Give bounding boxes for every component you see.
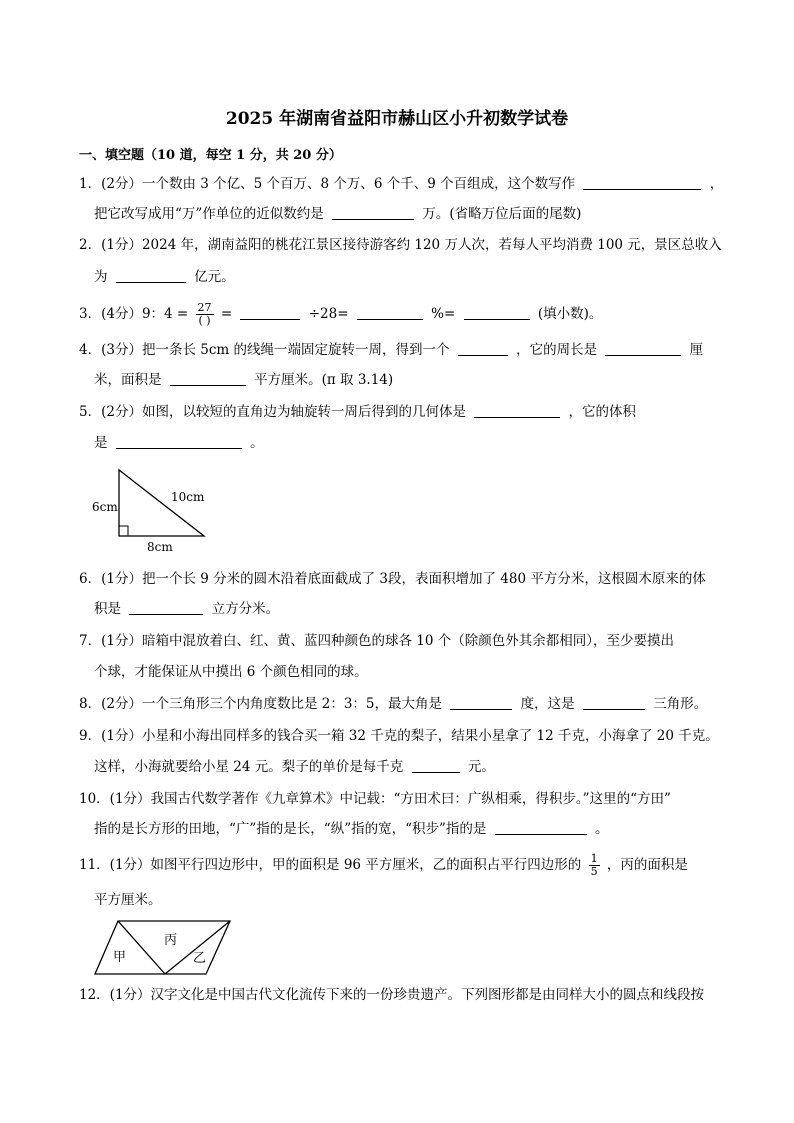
question-7-line-2 <box>94 662 368 682</box>
question-4-line-1 <box>79 340 703 360</box>
q6-text-b: 积是 <box>94 601 121 617</box>
q5-text-b: ，它的体积 <box>568 404 637 420</box>
question-11-line-2 <box>94 890 162 910</box>
question-7-line-1 <box>79 631 674 651</box>
q4-answer-blank-3[interactable] <box>170 371 246 386</box>
q5-label-6cm: 6cm <box>92 500 118 514</box>
q5-text-a: 5．(2分）如图，以较短的直角边为轴旋转一周后得到的几何体是 <box>79 404 466 420</box>
q7-text-b: 个球，才能保证从中摸出 6 个颜色相同的球。 <box>94 664 368 680</box>
section-heading: 一、填空题（10 道，每空 1 分，共 20 分） <box>79 148 342 163</box>
q5-text-c: 是 <box>94 435 108 451</box>
q3-text-d: %= <box>431 306 456 322</box>
q8-answer-blank-2[interactable] <box>583 695 645 710</box>
q5-answer-blank-1[interactable] <box>474 403 560 418</box>
region-bing-label: 丙 <box>164 933 178 948</box>
q11-parallelogram-figure <box>93 916 233 978</box>
q3-fraction <box>196 302 214 327</box>
parallelogram-divider-left <box>118 921 165 974</box>
q1-text-a: 1．(2分）一个数由 3 个亿、5 个百万、8 个万、6 个千、9 个百组成，这个数写作 <box>79 176 576 192</box>
q11-text-c: 平方厘米。 <box>94 892 162 908</box>
question-4-line-2 <box>94 370 393 390</box>
q2-text-a: 2．(1分）2024 年，湖南益阳的桃花江景区接待游客约 120 万人次，若每人平均消费 100 元，景区总收入 <box>79 237 722 253</box>
region-yi-label: 乙 <box>193 951 207 966</box>
q3-fraction-numerator: 27 <box>197 301 212 314</box>
q6-text-c: 立方分米。 <box>211 601 280 617</box>
question-2-line-2 <box>94 267 235 287</box>
question-10-line-2 <box>94 819 609 839</box>
q3-text-e: (填小数)。 <box>537 306 603 322</box>
question-9-line-2 <box>94 757 495 777</box>
q4-answer-blank-2[interactable] <box>605 341 681 356</box>
question-10-line-1 <box>79 789 671 809</box>
q3-text-c: ÷28= <box>308 306 349 322</box>
q4-answer-blank-1[interactable] <box>458 341 508 356</box>
q11-text-b: ，丙的面积是 <box>606 857 688 873</box>
q4-text-c: 厘 <box>689 342 704 358</box>
q6-answer-blank[interactable] <box>129 600 203 615</box>
question-6-line-1 <box>79 569 706 589</box>
question-11-line-1 <box>79 853 688 878</box>
q7-text-a: 7．(1分）暗箱中混放着白、红、黄、蓝四种颜色的球各 10 个（除颜色外其余都相同），至少要摸出 <box>79 633 674 649</box>
q4-text-e: 平方厘米。(π 取 3.14) <box>254 372 394 388</box>
parallelogram-shape <box>95 921 230 974</box>
q1-text-c: 把它改写成用“万”作单位的近似数约是 <box>94 206 324 222</box>
q9-text-a: 9．(1分）小星和小海出同样多的钱合买一箱 32 千克的梨子，结果小星拿了 12 千克，小海拿了 20 千克。 <box>79 728 719 744</box>
question-5-line-2 <box>94 433 264 453</box>
q1-answer-blank-1[interactable] <box>583 175 701 190</box>
q5-label-8cm: 8cm <box>147 540 173 554</box>
question-3 <box>79 302 602 327</box>
question-12-line-1 <box>79 985 704 1005</box>
q6-text-a: 6．(1分）把一个长 9 分米的圆木沿着底面截成了 3段，表面积增加了 480 平方分米，这根圆木原来的体 <box>79 571 706 587</box>
q3-answer-blank-3[interactable] <box>464 305 530 320</box>
question-1-line-2 <box>94 204 581 224</box>
q5-text-d: 。 <box>250 435 264 451</box>
q8-text-b: 度，这是 <box>520 696 575 712</box>
q2-answer-blank[interactable] <box>116 268 186 283</box>
q8-text-c: 三角形。 <box>653 696 708 712</box>
q1-answer-blank-2[interactable] <box>332 205 414 220</box>
question-9-line-1 <box>79 726 719 746</box>
q8-answer-blank-1[interactable] <box>450 695 512 710</box>
question-1-line-1 <box>79 174 723 194</box>
q11-fraction <box>589 853 600 878</box>
q10-text-b: 指的是长方形的田地，“广”指的是长，“纵”指的宽，“积步”指的是 <box>94 821 487 837</box>
question-6-line-2 <box>94 599 279 619</box>
question-2-line-1 <box>79 235 722 255</box>
q3-text-a: 3．(4分）9：4 = <box>79 306 189 322</box>
q3-fraction-denominator[interactable]: ( ) <box>198 314 211 327</box>
q4-text-a: 4．(3分）把一条长 5cm 的线绳一端固定旋转一周，得到一个 <box>79 342 450 358</box>
q9-text-c: 元。 <box>467 759 495 775</box>
q8-text-a: 8．(2分）一个三角形三个内角度数比是 2：3：5，最大角是 <box>79 696 443 712</box>
q9-text-b: 这样，小海就要给小星 24 元。梨子的单价是每千克 <box>94 759 404 775</box>
q2-text-c: 亿元。 <box>194 269 235 285</box>
q3-answer-blank-2[interactable] <box>357 305 423 320</box>
page-title: 2025 年湖南省益阳市赫山区小升初数学试卷 <box>225 109 569 129</box>
q1-text-d: 万。(省略万位后面的尾数) <box>422 206 582 222</box>
q12-text-a: 12．(1分）汉字文化是中国古代文化流传下来的一份珍贵遗产。下列图形都是由同样大小的圆点和线段按 <box>79 987 705 1003</box>
q11-fraction-numerator: 1 <box>590 852 598 865</box>
q2-text-b: 为 <box>94 269 108 285</box>
question-8 <box>79 694 707 714</box>
region-jia-label: 甲 <box>113 950 127 965</box>
q11-fraction-denominator: 5 <box>590 865 598 878</box>
q4-text-d: 米，面积是 <box>94 372 162 388</box>
q10-answer-blank[interactable] <box>495 820 587 835</box>
q3-text-b: = <box>220 306 233 322</box>
q3-answer-blank-1[interactable] <box>240 305 300 320</box>
q10-text-a: 10．(1分）我国古代数学著作《九章算术》中记载：“方田术曰：广纵相乘，得积步。”这里的“方田” <box>79 791 671 807</box>
q5-right-triangle-figure <box>88 465 218 560</box>
right-angle-mark <box>119 526 128 536</box>
q4-text-b: ，它的周长是 <box>516 342 598 358</box>
q9-answer-blank[interactable] <box>412 758 460 773</box>
q5-answer-blank-2[interactable] <box>116 434 242 449</box>
question-5-line-1 <box>79 402 636 422</box>
q5-label-10cm: 10cm <box>171 490 205 504</box>
q11-text-a: 11．(1分）如图平行四边形中，甲的面积是 96 平方厘米，乙的面积占平行四边形的 <box>79 857 582 873</box>
q10-text-c: 。 <box>595 821 609 837</box>
q1-text-b: ， <box>709 176 724 192</box>
